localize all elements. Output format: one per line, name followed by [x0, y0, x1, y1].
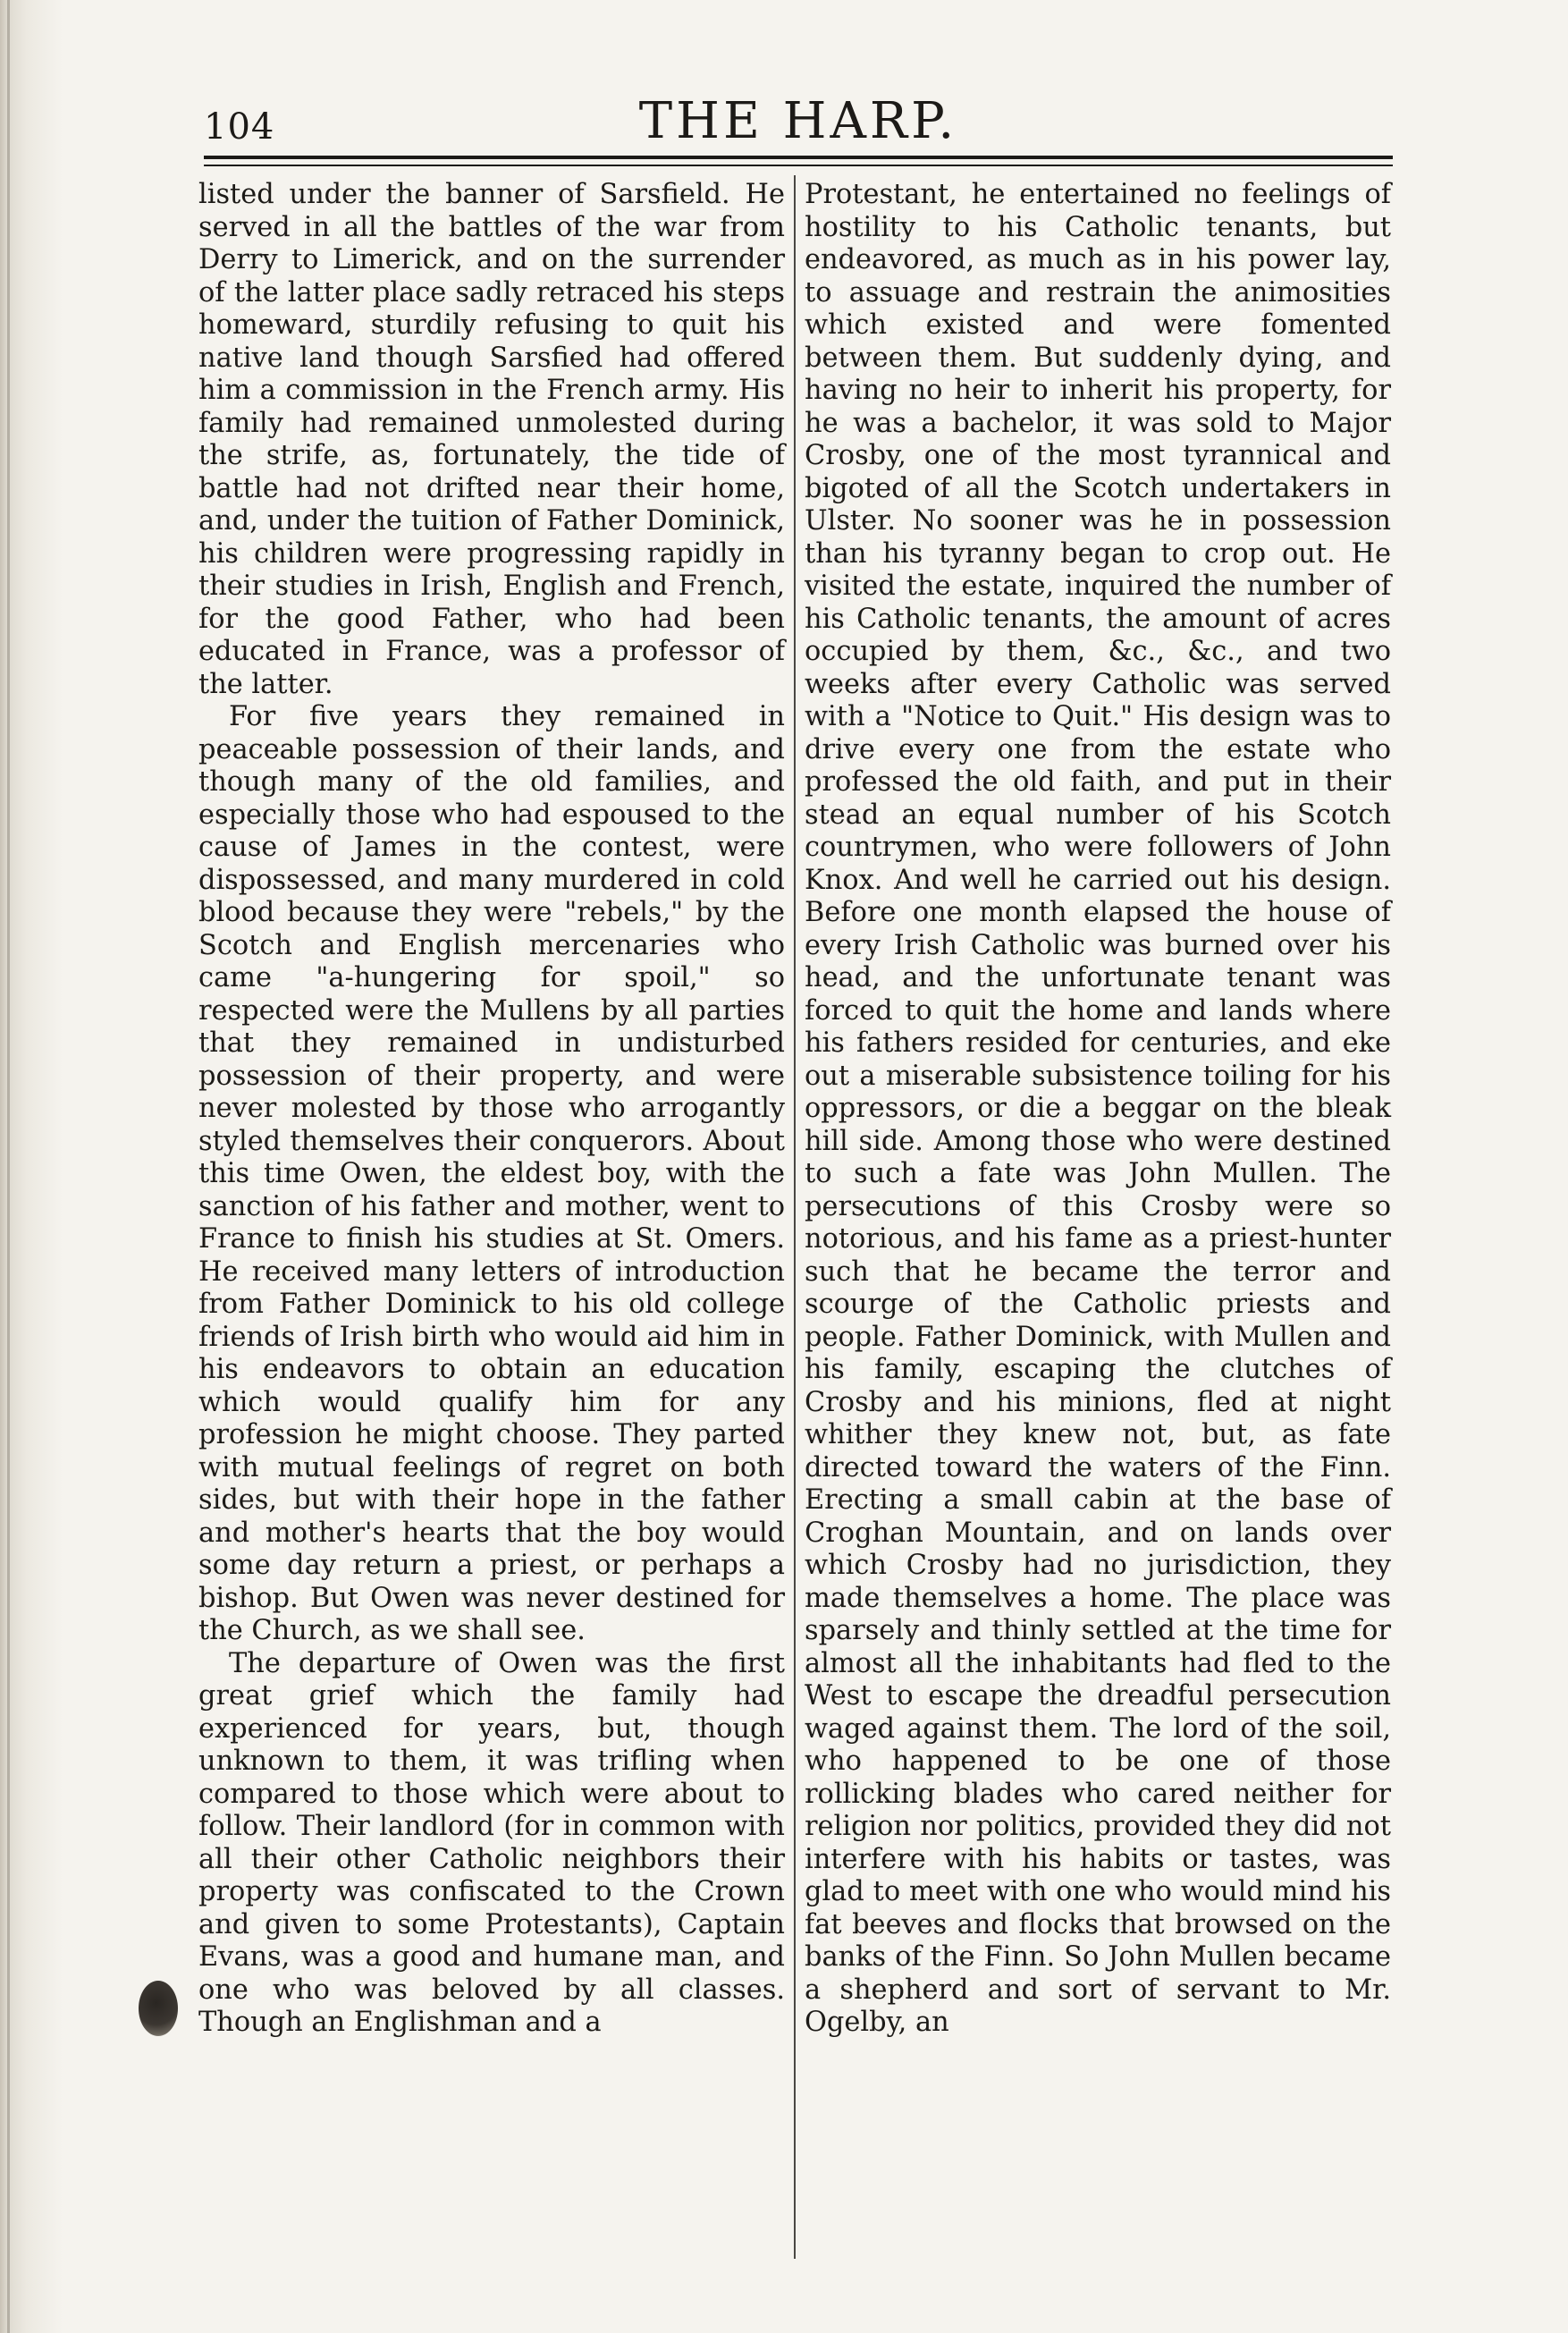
- page-header: [204, 89, 1393, 161]
- binding-shadow: [7, 0, 10, 2333]
- column-divider: [794, 175, 796, 2259]
- paragraph: Protestant, he entertained no feelings of hostility to his Catholic tenants, but endeavored, as much as in his power lay, to assuage and restrain the animosities which existed and were fomented between them. But suddenly dying, and having no heir to inherit his property, for he was a bachelor, it was sold to Major Crosby, one of the most tyrannical and bigoted of all the Scotch undertakers in Ulster. No sooner was he in possession than his tyranny began to crop out. He visited the estate, inquired the number of his Catholic tenants, the amount of acres occupied by them, &c., &c., and two weeks after every Catholic was served with a "Notice to Quit." His design was to drive every one from the estate who professed the old faith, and put in their stead an equal number of his Scotch countrymen, who were followers of John Knox. And well he carried out his design. Before one month elapsed the house of every Irish Catholic was burned over his head, and the unfortunate tenant was forced to quit the home and lands where his fathers resided for centuries, and eke out a miserable subsistence toiling for his oppressors, or die a beggar on the bleak hill side. Among those who were destined to such a fate was John Mullen. The persecutions of this Crosby were so notorious, and his fame as a priest-hunter such that he became the terror and scourge of the Catholic priests and people. Father Dominick, with Mullen and his family, escaping the clutches of Crosby and his minions, fled at night whither they knew not, but, as fate directed toward the waters of the Finn. Erecting a small cabin at the base of Croghan Mountain, and on lands over which Crosby had no jurisdiction, they made themselves a home. The place was sparsely and thinly settled at the time for almost all the inhabitants had fled to the West to escape the dreadful persecution waged against them. The lord of the soil, who happened to be one of those rollicking blades who cared neither for religion nor politics, provided they did not interfere with his habits or tastes, was glad to meet with one who would mind his fat beeves and flocks that browsed on the banks of the Finn. So John Mullen became a shepherd and sort of servant to Mr. Ogelby, an: [805, 179, 1391, 2038]
- paragraph: For five years they remained in peaceable possession of their lands, and though many of the old families, and especially those who had espoused to the cause of James in the contest, were dispossessed, and many murdered in cold blood because they were "rebels," by the Scotch and English mercenaries who came "a-hungering for spoil," so respected were the Mullens by all parties that they remained in undisturbed possession of their property, and were never molested by those who arrogantly styled themselves their conquerors. About this time Owen, the eldest boy, with the sanction of his father and mother, went to France to finish his studies at St. Omers. He received many letters of introduction from Father Dominick to his old college friends of Irish birth who would aid him in his endeavors to obtain an education which would qualify him for any profession he might choose. They parted with mutual feelings of regret on both sides, but with their hope in the father and mother's hearts that the boy would some day return a priest, or perhaps a bishop. But Owen was never destined for the Church, as we shall see.: [198, 701, 785, 1646]
- header-rule-thick: [204, 156, 1393, 159]
- ink-blot: [139, 1981, 178, 2036]
- page-number: 104: [204, 106, 275, 148]
- paragraph: listed under the banner of Sarsfield. He served in all the battles of the war from Derry to Limerick, and on the surrender of the latter place sadly retraced his steps homeward, sturdily refusing to quit his native land though Sarsfied had offered him a commission in the French army. His family had remained unmolested during the strife, as, fortunately, the tide of battle had not drifted near their home, and, under the tuition of Father Dominick, his children were progressing rapidly in their studies in Irish, English and French, for the good Father, who had been educated in France, was a professor of the latter.: [198, 179, 785, 700]
- paragraph: The departure of Owen was the first great grief which the family had experienced for years, but, though unknown to them, it was trifling when compared to those which were about to follow. Their landlord (for in common with all their other Catholic neighbors their property was confiscated to the Crown and given to some Protestants), Captain Evans, was a good and humane man, and one who was beloved by all classes. Though an Englishman and a: [198, 1647, 785, 2038]
- running-title: THE HARP.: [638, 92, 958, 150]
- header-rule-thin: [204, 165, 1393, 166]
- text-column-left: [198, 179, 785, 2040]
- text-column-right: [805, 179, 1391, 2040]
